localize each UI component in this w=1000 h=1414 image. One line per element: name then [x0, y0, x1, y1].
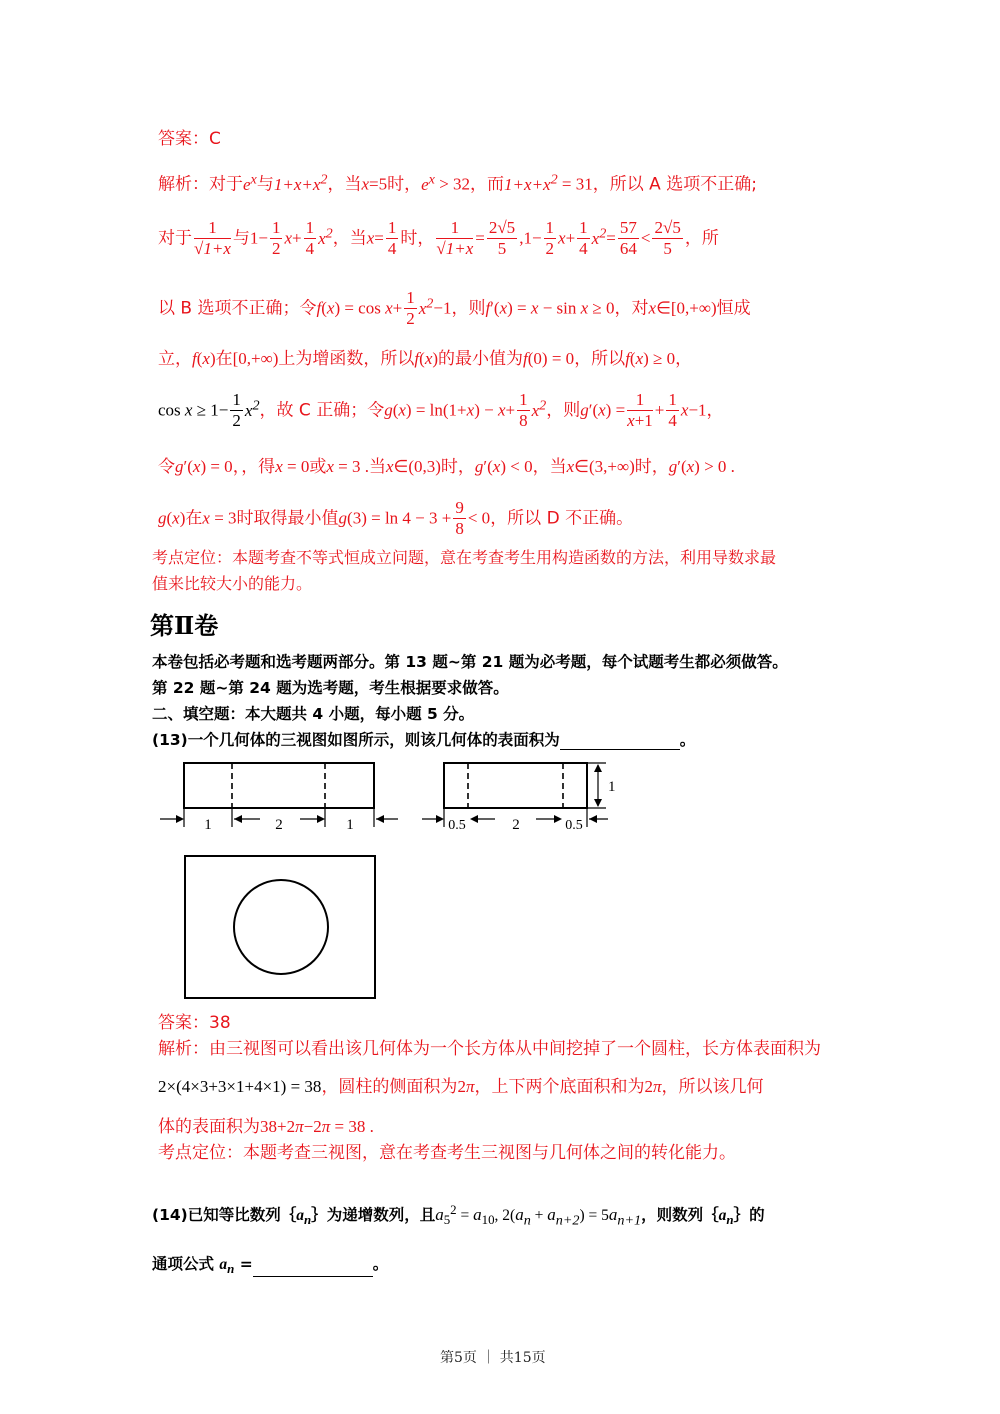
- q13-answer: 答案：38: [158, 1013, 231, 1033]
- q13-three-view-figure: [150, 755, 620, 1005]
- q13-analysis-3: 体的表面积为38+2π−2π = 38 .: [158, 1117, 374, 1137]
- top-view-rect: [185, 856, 375, 998]
- q12-analysis-line6: 令g′(x) = 0，，得x = 0或x = 3 .当x∈(0,3)时，g′(x) < 0，当x∈(3,+∞)时，g′(x) > 0 .: [158, 457, 735, 477]
- front-view-rect: [184, 763, 374, 808]
- q13-answer-blank: [560, 733, 680, 750]
- q14-question-line1: (14)已知等比数列$\{a_n\}$为递增数列，且$a_5^2 = a_{10}$, $2(a_n + a_{n+2}) = 5a_{n+1}$，则数列$\{a_n\}$的: [152, 1202, 765, 1229]
- q14-question-line2: 通项公式 $a_n$ = 。: [152, 1255, 389, 1277]
- page-footer: 第5页 ｜ 共15页: [440, 1350, 546, 1366]
- q12-kaodian-1: 考点定位：本题考查不等式恒成立问题，意在考查考生用构造函数的方法，利用导数求最: [152, 548, 777, 567]
- front-dim-1: 1: [204, 817, 212, 833]
- q12-analysis-line4: 立，f(x)在[0,+∞)上为增函数，所以f(x)的最小值为f(0) = 0，所以f(x) ≥ 0，: [158, 349, 693, 369]
- q12-analysis-line2: 对于 $\frac{1}{√1+x}$ 与1− $\frac{1}{2}$ x+ $\frac{1}{4}$ $x^2$，当x= $\frac{1}{4}$ 时， $\frac{1}{√1+x}$ = $\frac{2√5}{5}$ ,1− $\frac{1}{2}$ x+ $\frac{1}{4}$ $x^2=$ $\frac{57}{64}$ < $\frac{2√5}{5}$ ，所: [158, 218, 719, 258]
- q13-kaodian: 考点定位：本题考查三视图，意在考查考生三视图与几何体之间的转化能力。: [158, 1143, 736, 1163]
- q13-analysis-1: 解析：由三视图可以看出该几何体为一个长方体从中间挖掉了一个圆柱，长方体表面积为: [158, 1039, 821, 1059]
- q12-analysis-line1: 解析：对于$e^x$与$1+x+x^2$，当x=5时，$e^x > 32$，而$1+x+x^2 = 31$，所以 A 选项不正确;: [158, 171, 757, 195]
- q13-question: (13)一个几何体的三视图如图所示，则该几何体的表面积为 。: [152, 731, 696, 749]
- section-intro-1: 本卷包括必考题和选考题两部分。第 13 题~第 21 题为必考题，每个试题考生都必须做答。: [152, 653, 788, 671]
- q14-answer-blank: [253, 1260, 373, 1277]
- side-dim-2: 2: [512, 817, 520, 833]
- q13-analysis-2: 2×(4×3+3×1+4×1) = 38，圆柱的侧面积为2π，上下两个底面积和为2π，所以该几何: [158, 1077, 764, 1097]
- section-intro-2: 第 22 题~第 24 题为选考题，考生根据要求做答。: [152, 679, 509, 697]
- side-view-rect: [444, 763, 587, 808]
- top-view-circle: [234, 880, 328, 974]
- q12-answer: 答案：C: [158, 129, 221, 149]
- side-dim-3: 0.5: [565, 818, 583, 833]
- front-dim-2: 2: [275, 817, 283, 833]
- side-dim-1: 0.5: [448, 818, 466, 833]
- q12-analysis-line5: cos x ≥ 1− $\frac{1}{2}$ $x^2$，故 C 正确；令g(x) = ln(1+x) − x+ $\frac{1}{8}$ $x^2$，则g′(x) = $\frac{1}{x+1}$ + $\frac{1}{4}$ x−1，: [158, 390, 724, 430]
- section-title: 第Ⅱ卷: [150, 611, 219, 640]
- section-part-heading: 二、填空题：本大题共 4 小题，每小题 5 分。: [152, 705, 475, 723]
- q12-analysis-line7: g(x)在x = 3时取得最小值g(3) = ln 4 − 3 + $\frac{9}{8}$ < 0，所以 D 不正确。: [158, 498, 634, 538]
- q12-analysis-line3: 以 B 选项不正确；令f(x) = cos x+ $\frac{1}{2}$ $x^2-1$，则f′(x) = x − sin x ≥ 0，对x∈[0,+∞)恒成: [158, 288, 751, 328]
- front-dim-3: 1: [346, 817, 354, 833]
- q12-kaodian-2: 值来比较大小的能力。: [152, 574, 313, 593]
- height-dim: 1: [608, 779, 616, 795]
